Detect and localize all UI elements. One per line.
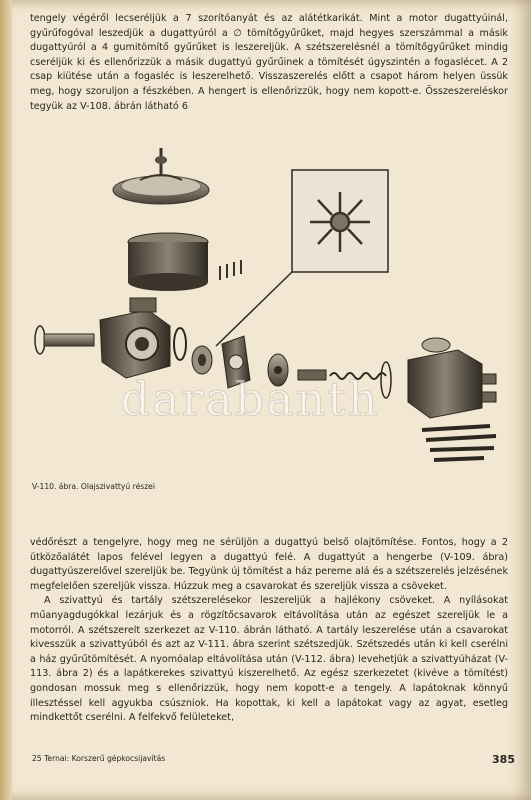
pressure-plate	[222, 336, 250, 388]
watermark: darabanth	[120, 372, 380, 426]
small-bolts	[220, 260, 241, 280]
paragraph: védőrészt a tengelyre, hogy meg ne sérüljön a dugattyú belső olajtömítése. Fontos, hogy a 2 ütközőalátét lapos felével legyen a dugattyú felé. A dugattyút a hengerbe (V-109. ábra) dugattyúszerelővel szereljük be. Tegyünk új tömítést a ház pereme alá és a szétszerelés jelzésének megfelelően szereljük vissza. Húzzuk meg a csavarokat és szereljük vissza a csöveket.	[30, 537, 508, 592]
paragraph: tengely végéről lecseréljük a 7 szorítóanyát és az alátétkarikát. Mint a motor dugattyúinál, gyűrűfogóval leszedjük a dugattyúról a ∅ tömítőgyűrűket, majd hegyes szerszámmal a másik dugattyúról a 4 gumitömítő gyűrűket is leszereljük. A szétszerelésnél a tömítőgyűrűket mindig cseréljük ki és ellenőrizzük a másik dugattyú gyűrűinek a tömítését úgyszintén a fogaslécet. A 2 csap kiütése után a fogasléc is leszerelhető. Visszaszerelés előtt a csapot három helyen üssük meg, hogy szoruljon a fészkében. A hengert is ellenőrizzük, hogy nem kopott-e. Összeszereléskor tegyük az V-108. ábrán látható 6	[30, 13, 508, 112]
leader-line	[216, 272, 292, 346]
reservoir-body	[128, 233, 208, 291]
inlet-fitting	[35, 326, 94, 354]
figure-caption: V-110. ábra. Olajszivattyú részei	[32, 482, 155, 491]
page-number: 385	[492, 753, 515, 766]
body-text-top	[30, 12, 508, 114]
valve-disc	[268, 354, 288, 386]
page-gutter	[0, 0, 12, 800]
paragraph: A szivattyú és tartály szétszerelésekor leszereljük a hajlékony csöveket. A nyílásokat műanyagdugókkal lezárjuk és a rögzítőcsavarok eltávolítása után az egészet szereljük le a motorról. A szétszerelt szerkezet az V-110. ábrán látható. A tartály leszerelése után a csavarokat kivesszük a szivattyúból és azt az V-111. ábra szerint szétszedjük. Szétszedés után ki kell cserélni a ház gyűrűtömítését. A nyomóalap eltávolítása után (V-112. ábra) levehetjük a szivattyúházat (V-113. ábra 2) és a lapátkerekes szivattyú kiszerelhető. Az egész szerkezetet (kivéve a tömítést) gondosan mossuk meg s ellenőrizzük, hogy nem kopott-e a tengely. A lapátoknak könnyű illesztéssel kell agyukba csúszniok. Ha kopottak, ki kell a lapátokat vagy az agyat, esetleg mindkettőt cserélni. A felfekvő felületeket,	[30, 595, 508, 724]
o-ring	[174, 328, 186, 360]
footer-signature: 25 Ternai: Korszerű gépkocsijavítás	[32, 754, 166, 763]
figure-oil-pump-parts	[30, 130, 522, 490]
rotor-detail-inset	[292, 170, 388, 272]
rotor	[192, 346, 212, 374]
valve-housing	[408, 338, 496, 418]
reservoir-cap	[113, 148, 209, 204]
exploded-pump-drawing	[30, 130, 522, 490]
body-text-bottom	[30, 536, 508, 726]
spring-and-piston	[298, 362, 391, 398]
mounting-bolts	[422, 426, 496, 460]
pump-housing	[100, 298, 170, 378]
